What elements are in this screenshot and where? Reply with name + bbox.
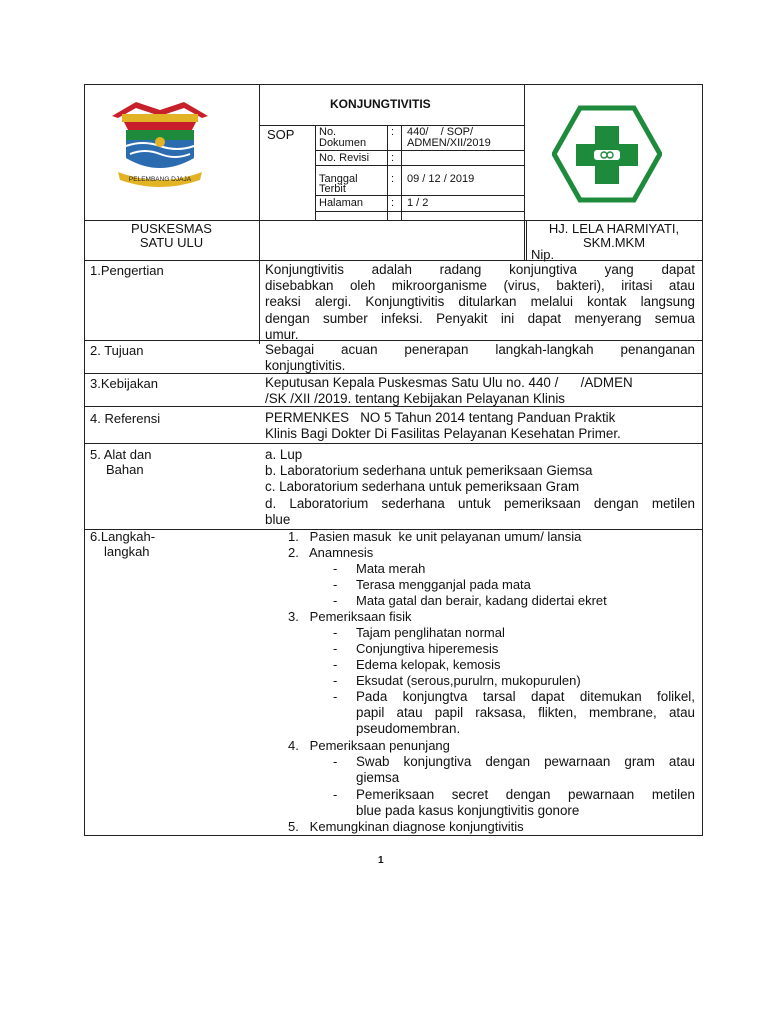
table-border-top bbox=[84, 84, 703, 85]
section-langkah-label-1: 6.Langkah- bbox=[90, 529, 156, 544]
penunjang-item bbox=[356, 754, 695, 786]
section-pengertian-text bbox=[265, 262, 695, 343]
dash: - bbox=[333, 689, 338, 704]
section-kebijakan-text bbox=[265, 375, 695, 407]
section-referensi-label: 4. Referensi bbox=[90, 411, 161, 426]
dash: - bbox=[333, 673, 338, 688]
org-name-line1: PUSKESMAS bbox=[131, 221, 212, 236]
sop-table-h3 bbox=[315, 195, 524, 196]
field-no-dokumen-label-2: Dokumen bbox=[319, 137, 367, 149]
referensi-line: PERMENKES NO 5 Tahun 2014 tentang Panduan Praktik bbox=[265, 410, 616, 425]
field-halaman-label: Halaman bbox=[319, 197, 364, 209]
sop-document bbox=[84, 84, 703, 836]
sop-label: SOP bbox=[267, 127, 295, 142]
field-no-revisi-label: No. Revisi bbox=[319, 152, 370, 164]
dash: - bbox=[333, 657, 338, 672]
signer-title: SKM.MKM bbox=[582, 235, 646, 250]
alat-line: blue bbox=[265, 511, 291, 527]
dash: - bbox=[333, 641, 338, 656]
section-referensi-text bbox=[265, 410, 695, 442]
org-name-line2: SATU ULU bbox=[139, 235, 204, 250]
step-4: 4. Pemeriksaan penunjang bbox=[288, 738, 450, 753]
sop-table-h1 bbox=[315, 150, 524, 151]
dash: - bbox=[333, 625, 338, 640]
logo-motto: PELEMBANG DJAJA bbox=[128, 176, 192, 183]
penunjang-line: Pemeriksaan secret dengan pewarnaan metilen bbox=[356, 787, 695, 802]
section-tujuan-text bbox=[265, 342, 695, 374]
tujuan-line: konjungtivitis. bbox=[265, 358, 346, 374]
pengertian-line: reaksi alergi. Konjungtivitis ditularkan melalui kontak langsung bbox=[265, 294, 695, 310]
dash: - bbox=[333, 754, 338, 769]
sop-table-h4 bbox=[315, 211, 524, 212]
sop-table-v3 bbox=[401, 125, 402, 220]
referensi-line: Klinis Bagi Dokter Di Fasilitas Pelayanan Kesehatan Primer. bbox=[265, 426, 621, 442]
sop-table-v2 bbox=[387, 125, 388, 220]
anamnesis-item: Mata gatal dan berair, kadang didertai ekret bbox=[356, 593, 607, 608]
fisik-long-line: Pada konjungtva tarsal dapat ditemukan folikel, bbox=[356, 689, 695, 704]
alat-line: a. Lup bbox=[265, 447, 303, 462]
fisik-item: Edema kelopak, kemosis bbox=[356, 657, 501, 672]
header-bottom-line bbox=[84, 260, 703, 261]
fisik-item: Tajam penglihatan normal bbox=[356, 625, 505, 640]
alat-line: d. Laboratorium sederhana untuk pemeriksaan dengan metilen bbox=[265, 495, 695, 511]
section-alat-label-2: Bahan bbox=[106, 462, 144, 477]
field-tanggal-label-2: Terbit bbox=[319, 183, 346, 195]
fisik-item: Conjungtiva hiperemesis bbox=[356, 641, 499, 656]
fisik-long-line: papil atau papil raksasa, flikten, membrane, atau bbox=[356, 705, 695, 721]
step-2: 2. Anamnesis bbox=[288, 545, 374, 560]
step-1: 1. Pasien masuk ke unit pelayanan umum/ lansia bbox=[288, 529, 582, 544]
penunjang-item bbox=[356, 787, 695, 819]
table-border-right bbox=[702, 84, 703, 836]
section-langkah-label-2: langkah bbox=[104, 544, 150, 559]
alat-line: c. Laboratorium sederhana untuk pemeriksaan Gram bbox=[265, 479, 580, 495]
fisik-long-line: pseudomembran. bbox=[356, 721, 461, 737]
field-no-dokumen-value-2: ADMEN/XII/2019 bbox=[407, 137, 491, 149]
field-halaman-value: 1 / 2 bbox=[407, 197, 429, 209]
section-tujuan-label: 2. Tujuan bbox=[90, 343, 144, 358]
dash: - bbox=[333, 593, 338, 608]
field-tanggal-value: 09 / 12 / 2019 bbox=[407, 173, 475, 185]
colon-4: : bbox=[391, 197, 395, 209]
kebijakan-line: Keputusan Kepala Puskesmas Satu Ulu no. 440 / /ADMEN bbox=[265, 375, 633, 390]
dash: - bbox=[333, 561, 338, 576]
section-pengertian-label: 1.Pengertian bbox=[90, 263, 164, 278]
section-alat-text bbox=[265, 447, 695, 528]
sop-table-h2 bbox=[315, 165, 524, 166]
field-tanggal-label-1: Tanggal bbox=[319, 173, 358, 185]
section-alat-label-1: 5. Alat dan bbox=[90, 447, 152, 462]
pengertian-line: disebabkan oleh mikroorganisme (virus, bakteri), iritasi atau bbox=[265, 278, 695, 294]
fisik-item-long bbox=[356, 689, 695, 738]
table-border-bottom bbox=[84, 835, 703, 836]
penunjang-line: Swab konjungtiva dengan pewarnaan gram atau bbox=[356, 754, 695, 769]
table-border-left bbox=[84, 84, 85, 836]
page-number: 1 bbox=[378, 855, 384, 866]
dash: - bbox=[333, 577, 338, 592]
penunjang-line: giemsa bbox=[356, 770, 400, 786]
sop-table-v1 bbox=[315, 125, 316, 220]
kebijakan-line: /SK /XII /2019. tentang Kebijakan Pelayanan Klinis bbox=[265, 391, 566, 407]
alat-line: b. Laboratorium sederhana untuk pemeriksaan Giemsa bbox=[265, 463, 593, 479]
tujuan-line: Sebagai acuan penerapan langkah-langkah penanganan bbox=[265, 342, 695, 357]
field-no-dokumen-value-1: 440/ / SOP/ bbox=[407, 126, 474, 138]
colon-1: : bbox=[391, 126, 395, 138]
pengertian-line: Konjungtivitis adalah radang konjungtiva yang dapat bbox=[265, 262, 695, 277]
signer-nip: Nip. bbox=[531, 247, 555, 262]
anamnesis-item: Terasa mengganjal pada mata bbox=[356, 577, 531, 592]
row-line-5 bbox=[84, 443, 703, 444]
anamnesis-item: Mata merah bbox=[356, 561, 426, 576]
section-kebijakan-label: 3.Kebijakan bbox=[90, 376, 158, 391]
step-3: 3. Pemeriksaan fisik bbox=[288, 609, 412, 624]
penunjang-line: blue pada kasus konjungtivitis gonore bbox=[356, 803, 580, 819]
document-title: KONJUNGTIVITIS bbox=[330, 97, 431, 111]
dash: - bbox=[333, 787, 338, 802]
signer-name: HJ. LELA HARMIYATI, bbox=[548, 221, 680, 236]
colon-2: : bbox=[391, 152, 395, 164]
palembang-logo bbox=[106, 96, 214, 192]
pengertian-line: dengan sumber infeksi. Penyakit ini dapat menyerang semua bbox=[265, 310, 695, 326]
pengertian-line: umur. bbox=[265, 326, 299, 342]
fisik-item: Eksudat (serous,purulrn, mukopurulen) bbox=[356, 673, 581, 688]
colon-3: : bbox=[391, 173, 395, 185]
header-divider-left bbox=[259, 84, 260, 344]
field-no-dokumen-label-1: No. bbox=[319, 126, 337, 138]
step-5: 5. Kemungkinan diagnose konjungtivitis bbox=[288, 819, 524, 834]
puskesmas-cross-logo bbox=[552, 104, 662, 204]
